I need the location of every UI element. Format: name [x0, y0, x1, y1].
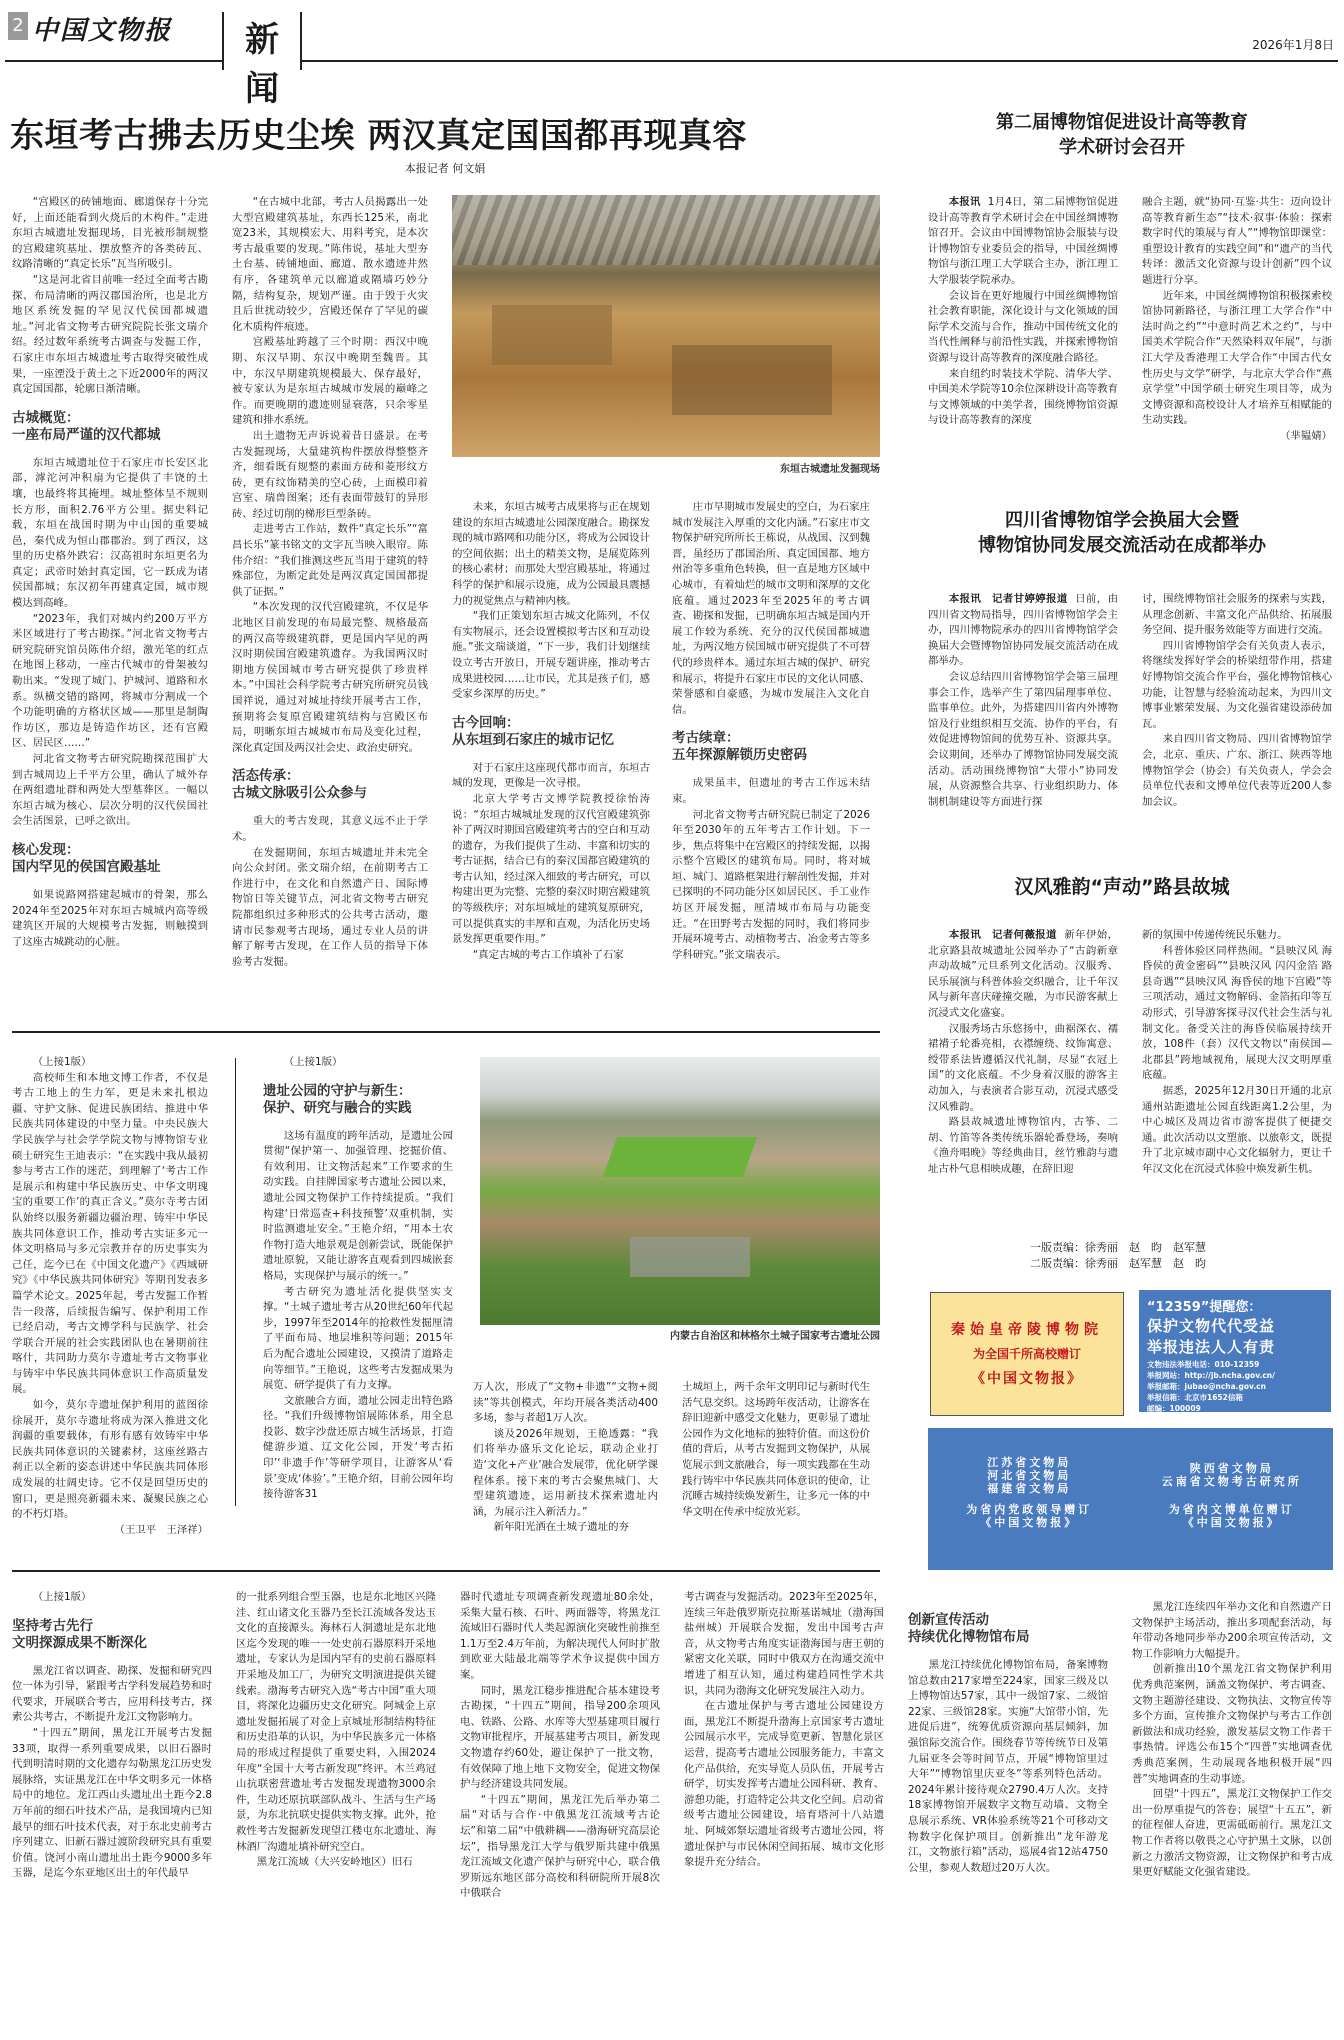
paragraph: 考古研究为遗址活化提供坚实支撑。“土城子遗址考古从20世纪60年代起步，1997年至2014年的抢救性发掘厘清了平面布局、地层堆积等问题；2015年后为配合遗址公园建设，又摸清了道路走向等细节。”王艳说，这些考古发掘成果为展览、研学提供了有力支撑。 [263, 1285, 453, 1392]
paragraph: 科普体验区同样热闹。“县映汉风 海昏侯的黄金密码”“县映汉风 闪闪金箔 路县奇遇”“县映汉风 海昏侯的地下宫殿”等三项活动，通过文物解码、金箔拓印等互动形式，引导游客探寻汉代社会生活与礼制文化。备受关注的海昏侯临展持续开放，108件（套）汉代文物以“南侯国—北郡县”跨地域视角，展现大汉文明厚重底蕴。 [1142, 944, 1332, 1082]
paragraph: 宫殿基址跨越了三个时期：西汉中晚期、东汉早期、东汉中晚期至魏晋。其中，东汉早期建筑规模最大、保存最好，被专家认为是东垣古城城市发展的巅峰之作。而更晚期的遗迹则显衰落，只余零星建筑和排水系统。 [232, 336, 428, 427]
paragraph: 万人次，形成了“文物+非遗”“文物+阅读”等共创模式，年均开展各类活动400多场，参与者超1万人次。 [473, 1381, 658, 1425]
side1-col-1 [928, 195, 1118, 495]
paragraph: “真定古城的考古工作填补了石家 [472, 948, 624, 961]
paragraph: 重大的考古发现，其意义远不止于学术。 [232, 815, 428, 843]
ad-qin-line-2: 为全国千所高校赠订 [972, 1347, 1081, 1361]
sponsor-org: 江苏省文物局 [987, 1456, 1072, 1469]
paragraph: 庄市早期城市发展史的空白，为石家庄城市发展注入厚重的文化内涵。”石家庄市文物保护研究所所长王栋说，从战国、汉到魏晋，虽经历了郡国治所、真定国国都、地方州治等多重角色转换，但一直是地方区域中心城市，有着灿烂的城市文明和深厚的文化底蕴。通过2023年至2025年的考古调查、勘探和发掘，已明确东垣古城是国内开展工作较为系统、充分的汉代侯国都城遗址，为两汉地方侯国城市研究提供了不可替代的珍贵样本。通过东垣古城的保护、研究和展示，将提升石家庄市民的文化认同感、荣誉感和自豪感，为城市发展注入文化自信。 [672, 501, 870, 716]
side3-col-1 [928, 928, 1118, 1198]
paragraph: 北京大学考古文博学院教授徐怡涛说：“东垣古城城址发现的汉代宫殿建筑弥补了两汉时期国宫殿建筑考古的空白和互动的遗存，为我们提供了生动、丰富和切实的考古证据，结合已有的秦汉国都宫殿建筑的考古认知，经过深入细致的考古研究，可以构建出更为完整、完整的秦汉时期宫殿建筑的等级秩序；对东垣城址的建筑复原研究，可以提供真实的丰厚和直观，为活化历史场景发挥更重要作用。” [452, 792, 650, 946]
cont2-col-3 [682, 1380, 870, 1518]
paragraph: 本报讯 记者甘婷婷报道 日前，由四川省文物局指导，四川省博物馆学会主办，四川博物院承办的四川省博物馆学会换届大会暨博物馆协同发展交流活动在成都举办。 [928, 593, 1119, 668]
paragraph: 考古调查与发掘活动。2023年至2025年，连续三年赴俄罗斯克拉斯基诺城址（渤海国盐州城）开展联合发掘，发出中国考古声音，从文物考古角度实证渤海国与唐王朝的紧密文化关联，同时中俄双方在沟通交流中增进了相互认知，通过构建趋同性学术共识，共同为渤海文化研究发展注入动力。 [684, 1591, 884, 1697]
photo-caption: 内蒙古自治区和林格尔土城子国家考古遗址公园 [670, 1331, 880, 1342]
excavation-site-photo [452, 195, 880, 457]
masthead-divider-left [222, 12, 224, 70]
paragraph: “我们正策划东垣古城文化陈列，不仅有实物展示，还会设置模拟考古区和互动设施。”张文瑞谈道，“下一步，我们计划继续设立考古开放日，开展专题讲座，推动考古成果进校园……让市民，尤其是孩子们，感受家乡深厚的历史。” [452, 610, 650, 701]
ad-hotline-phone: 文物违法举报电话：010-12359 [1147, 1360, 1260, 1369]
ad-hotline-website[interactable]: 举报网站：http://jb.ncha.gov.cn/ [1147, 1371, 1275, 1380]
paragraph: 四川省博物馆学会有关负责人表示，将继续发挥好学会的桥梁纽带作用，搭建好博物馆交流合作平台，强化博物馆核心功能，让智慧与经验流动起来，为四川文博事业繁荣发展、为文化强省建设添砖加瓦。 [1142, 639, 1332, 730]
newspaper-logo: 中国文物报 [32, 16, 173, 46]
main-headline: 东垣考古拂去历史尘埃 两汉真定国国都再现真容 [10, 116, 747, 156]
sponsor-paper: 《中国文物报》 [980, 1516, 1079, 1529]
paragraph: “十四五”期间，黑龙江开展考古发掘33项，取得一系列重要成果，以旧石器时代到明清时期的文化遗存勾勒黑龙江历史发展脉络，实证黑龙江在中华文明多元一体格局中的地位。龙江西山头遗址出土距今2.8万年前的细石叶技术产品，是我国境内已知最早的细石叶技术代表，对于东北史前考古序列建立、旧新石器过渡阶段研究具有重要价值。饶河小南山遗址出土距今9000多年玉器，是迄今东亚地区出土的年代最早 [12, 1726, 212, 1880]
continued-label: （上接1版） [32, 1591, 92, 1603]
cont3-col-6 [1132, 1600, 1332, 2030]
subheading: 核心发现： 国内罕见的侯国宫殿基址 [12, 841, 161, 875]
cont3-col-3 [460, 1590, 660, 2030]
side3-headline: 汉风雅韵“声动”路县故城 [1014, 876, 1230, 898]
paragraph: 新年阳光洒在土城子遗址的夯 [493, 1521, 629, 1534]
sponsor-org: 陕西省文物局 [1189, 1462, 1274, 1475]
paragraph: 如果说路网搭建起城市的骨架，那么2024年至2025年对东垣古城城内高等级建筑区开展的大规模考古发掘，则触摸到了这座古城跳动的心脏。 [12, 888, 208, 948]
paragraph: 近年来，中国丝绸博物馆积极探索校馆协同新路径，与浙江理工大学合作“中法时尚之约”“中意时尚艺术之约”，与中国美术学院合作“天然染料双年展”，与浙江大学及香港理工大学合作“中国古代女性历史与文学”研学，与北京大学合作“燕京学堂”中国学硕士研究生项目等，成为文博资源和高校设计人才培养互相赋能的生动实践。 [1142, 289, 1332, 427]
paragraph: 的一批系列组合型玉器，也是东北地区兴隆洼、红山诸文化玉器乃至长江流域各发达玉文化的直接源头。海林石人洞遗址是东北地区迄今发现的唯一一处史前石器原料开采地遗址，专家认为是国内罕有的史前石器原料开采地及加工厂，为研究文明演进提供关键线索。渤海考古研究入选“考古中国”重大项目，将深化边疆历史文化研究。阿城金上京遗址发掘拓展了对金上京城址形制结构特征和历史沿革的认识，为中华民族多元一体格局的形成过程提供了重要史料，入围2024年度“全国十大考古新发现”终评。木兰鸡冠山抗联密营遗址考古发掘发现遗物3000余件，生动还原抗联部队战斗、生活与生产场景，为东北抗联史提供实物支撑。此外，抢救性考古发掘新发现望江楼屯东北遗址、海林酒厂沟遗址填补研究空白。 [236, 1591, 436, 1853]
paragraph: 在发掘期间，东垣古城遗址并未完全向公众封闭。张文瑞介绍，在前期考古工作进行中，在文化和自然遗产日、国际博物馆日等关键节点，河北省文物考古研究院都组织过多种形式的公共考古活动，邀请市民参观考古现场，通过专业人员的讲解了解考古发现，在工作人员的指导下体验考古发掘。 [232, 846, 428, 968]
issue-date: 2026年1月8日 [1252, 38, 1334, 52]
main-col-3 [452, 500, 650, 1000]
paragraph: 新的氛围中传递传统民乐魅力。 [1142, 929, 1288, 941]
paragraph: 对于石家庄这座现代都市而言，东垣古城的发现，更像是一次寻根。 [452, 761, 650, 790]
ad-hotline-email[interactable]: 举报邮箱：jubao@ncha.gov.cn [1147, 1382, 1266, 1391]
paragraph: “十四五”期间，黑龙江先后举办第二届“对话与合作·中俄黑龙江流域考古论坛”和第二届“中俄耕耦——渤海研究高层论坛”，指导黑龙江大学与俄罗斯共建中俄黑龙江流域文化遗产保护与研究中心，联合俄罗斯远东地区部分高校和科研院所开展8次中俄联合 [460, 1793, 660, 1900]
side3-col-2 [1142, 928, 1332, 1198]
section-title: 新 闻 [245, 20, 283, 109]
main-col-2 [232, 195, 428, 1000]
paragraph: 同时，黑龙江稳步推进配合基本建设考古勘探，“十四五”期间，指导200余项风电、铁路、公路、水库等大型基建项目履行文物审批程序，开展基建考古项目，新发现文物遗存约60处，避让保护了一批文物，有效保障了地上地下文物安全，促进文物保护与经济建设共同发展。 [460, 1684, 660, 1791]
paragraph: “在古城中北部，考古人员揭露出一处大型宫殿建筑基址，东西长125米，南北宽23米，其规模宏大、用料考究，是本次考古最重要的发现。”陈伟说，基址大型夯土台基、砖铺地面、廊道、散水遗迹井然有序，各建筑单元以廊道或隔墙巧妙分隔，结构复杂，规划严谨。由于毁于火灾且后世扰动较少，宫殿还保存了罕见的碳化木质构件痕迹。 [232, 196, 428, 333]
paragraph: 汉服秀场古乐悠扬中，曲裾深衣、襦裙褙子轮番亮相，衣襟缠绕、纹饰寓意、绶带系法皆遵循汉代礼制，尽显“衣冠上国”的文化底蕴。不少身着汉服的游客主动加入，与表演者合影互动，沉浸式感受汉风雅韵。 [928, 1022, 1118, 1113]
editor-credits [1030, 1240, 1206, 1272]
paragraph: 本报讯 1月4日，第二届博物馆促进设计高等教育学术研讨会在中国丝绸博物馆召开。会议由中国博物馆协会服装与设计博物馆专业委员会的指导，中国丝绸博物馆与浙江理工大学联合主办，浙江理工大学服装学院承办。 [928, 196, 1118, 286]
sponsor-org: 云南省文物考古研究所 [1161, 1475, 1302, 1488]
ad-hotline-12359 [1139, 1290, 1331, 1412]
paragraph: 据悉，2025年12月30日开通的北京通州站距遗址公园直线距离1.2公里，为中心城区及周边省市游客提供了便捷交通。此次活动以文塑旅、以旅彰文，既提升了北京城市副中心文化辐射力，更让千年汉文化在沉浸式体验中焕发新生机。 [1142, 1084, 1332, 1175]
paragraph: 回望“十四五”，黑龙江文物保护工作交出一份厚重提气的答卷；展望“十五五”，新的征程催人奋进，更需砥砺前行。黑龙江文物工作者将以敬畏之心守护黑土文脉，以创新之力激活文物资源，让文物保护和考古成果更好赋能文化强省建设。 [1132, 1788, 1332, 1879]
paragraph: “宫殿区的砖铺地面、廊道保存十分完好，上面还能看到火烧后的木构件。”走进东垣古城遗址发掘现场，目光被形制规整的宫殿建筑基址、摆放整齐的各类砖瓦、纹路清晰的“真定长乐”瓦当所吸引。 [12, 196, 208, 271]
ad-hotline-title: “12359”提醒您： [1147, 1300, 1262, 1315]
continued-label: （上接1版） [32, 1056, 92, 1068]
subheading: 坚持考古先行 文明探源成果不断深化 [12, 1617, 147, 1651]
paragraph: 高校师生和本地文博工作者，不仅是考古工地上的生力军，更是未来扎根边疆、守护文脉、促进民族团结、推进中华民族共同体建设的中坚力量。中央民族大学民族学与社会学学院文物与博物馆专业硕士研究生王迪表示：“在实践中我从最初参与考古工作的迷茫，到理解了‘考古工作是展示和构建中华民族历史、中华文明瑰宝的重要工作’的真正含义。”莫尔寺考古团队始终以服务新疆边疆治理、铸牢中华民族共同体意识工作，推动考古实证多元一体文明格局与多元宗教并存的历史事实为己任，迄今已在《中国文化遗产》《西域研究》《中华民族共同体研究》等期刊发表多篇学术论文。2025年起，考古发掘工作暂告一段落，后续报告编写、保护利用工作已经启动，考古文博学科与民族学、社会学联合开展的社会实践团队也在暑期前往喀什，共同助力莫尔寺遗址考古文物事业与铸牢中华民族共同体意识工作高质量发展。 [12, 1071, 208, 1396]
paragraph: 黑龙江省以调查、勘探、发掘和研究四位一体为引导，紧跟考古学科发展趋势和时代要求，开展联合考古，应用科技考古，探索公共考古，不断提升龙江文物影响力。 [12, 1664, 212, 1724]
paragraph: “2023年，我们对城内约200万平方米区域进行了考古勘探。”河北省文物考古研究院研究馆员陈伟介绍，激光笔的红点在地图上移动，一座古代城市的骨架被勾勒出来。“发现了城门、护城河、道路和水系。纵横交错的路网，将城市分割成一个个功能明确的方格状区域——那里是制陶作坊区，那边是铸造作坊区，还有宫殿区、居民区……” [12, 612, 208, 750]
side2-col-1 [928, 592, 1118, 832]
cont1-column [12, 1055, 208, 1536]
sponsor-paper: 《中国文物报》 [1182, 1516, 1281, 1529]
subheading: 考古续章： 五年探源解锁历史密码 [672, 730, 807, 764]
cont3-col-2 [236, 1590, 436, 2030]
dateline: 本报讯 [948, 196, 981, 208]
ad-hotline-mailbox: 举报信箱：北京市1652信箱 [1147, 1393, 1243, 1402]
paragraph: “这是河北省目前唯一经过全面考古勘探、布局清晰的两汉郡国治所，也是北方地区系统发掘的罕见汉代侯国都城遗址。”河北省文物考古研究院院长张文瑞介绍。经过数年系统考古调查与发掘工作，石家庄市东垣古城遗址考古取得突破性成果，一座湮没于黄土之下近2000年的两汉真定国国都，轮廓日渐清晰。 [12, 273, 208, 396]
subheading: 创新宣传活动 持续优化博物馆布局 [908, 1612, 1030, 1645]
ad-hotline-slogan-2: 举报违法人人有责 [1147, 1338, 1276, 1356]
cont3-col-4 [684, 1590, 884, 2030]
main-col-4 [672, 500, 870, 1000]
paragraph: 文旅融合方面，遗址公园走出特色路径。“我们升级博物馆展陈体系，用全息投影、数字沙盘还原古城生活场景，打造健游步道、辽文化公园，开发‘考古拓印’‘非遗手作’等研学项目，让游客从‘看景’变成‘体验’。”王艳介绍，目前公园年均接待游客31 [263, 1394, 453, 1501]
cont3-col-5 [908, 1600, 1108, 2030]
side1-headline: 第二届博物馆促进设计高等教育 学术研讨会召开 [996, 112, 1248, 158]
paragraph: 走进考古工作站，数件“真定长乐”“富昌长乐”篆书铭文的文字瓦当映入眼帘。陈伟介绍：“我们推测这些瓦当用于建筑的特殊部位，为断定此处是两汉真定国国都提供了证据。” [232, 523, 428, 598]
side2-col-2 [1142, 592, 1332, 832]
paragraph: 来自四川省文物局、四川省博物馆学会，北京、重庆、广东、浙江、陕西等地博物馆学会（协会）有关负责人，学会会员单位代表和文博单位代表等近200人参加会议。 [1142, 733, 1332, 808]
subheading: 遗址公园的守护与新生： 保护、研究与融合的实践 [263, 1082, 412, 1116]
paragraph: 黑龙江持续优化博物馆布局，备案博物馆总数由217家增至224家，国家三级及以上博物馆达57家，其中一级馆7家、二级馆22家、三级馆28家。实施“大馆带小馆，先进促后进”，统筹优质资源向基层倾斜，加强馆际交流合作。围绕春节等传统节日及第九届亚冬会等时间节点，开展“博物馆里过大年”“博物馆里庆亚冬”等系列特色活动。2024年累计接待观众2790.4万人次。支持18家博物馆开展数字文物互动墙、文物全息展示系统、VR体验系统等21个可移动文物数字化保护项目。创新推出“龙年游龙江，文物旅行箱”活动，巡展4省12站4750公里，参观人数超过20万人次。 [908, 1659, 1108, 1874]
ad-qin-museum [930, 1292, 1124, 1416]
paragraph: 土城垣上，两千余年文明印记与新时代生活气息交织。这场跨年夜活动，让游客在辞旧迎新中感受文化魅力，更彰显了遗址公园作为文化地标的独特价值。而这份价值的背后，从考古发掘到文物保护，从展览展示到文旅融合，每一项实践都在生动践行铸牢中华民族共同体意识的使命，让沉睡古城持续焕发新生，让多元一体的中华文明在传承中绽放光彩。 [682, 1381, 870, 1518]
page-number-badge: 2 [8, 12, 28, 40]
paragraph: 器时代遗址专项调查新发现遗址80余处，采集大量石核、石叶、两面器等，将黑龙江流域旧石器时代人类起源演化突破性前推至1.1万至2.4万年前，为解决现代人何时扩散到欧亚大陆最北端等学术争议提供中国方案。 [460, 1591, 660, 1681]
subheading: 古城概览： 一座布局严谨的汉代都城 [12, 409, 161, 443]
paragraph: 黑龙江流域（大兴安岭地区）旧石 [256, 1856, 413, 1869]
ad-sponsors [928, 1428, 1333, 1570]
cont2-col-1 [263, 1055, 453, 1505]
ad-qin-line-3: 《中国文物报》 [971, 1371, 1083, 1387]
ad-qin-line-1: 秦始皇帝陵博物院 [951, 1322, 1103, 1338]
side2-headline: 四川省博物馆学会换届大会暨 博物馆协同发展交流活动在成都举办 [978, 510, 1266, 556]
paragraph: 本报讯 记者何薇报道 新年伊始，北京路县故城遗址公园举办了“古韵新章 声动故城”元旦系列文化活动。汉服秀、民乐展演与科普体验交织融合，让千年汉风与新年喜庆碰撞交融，为市民游客献上沉浸式文化盛宴。 [928, 929, 1119, 1019]
author-credit: （芈韫婧） [1280, 429, 1332, 442]
cont3-col-1 [12, 1590, 212, 2030]
sponsor-org: 福建省文物局 [987, 1482, 1072, 1495]
paragraph: 路县故城遗址博物馆内，古筝、二胡、竹笛等各类传统乐器轮番登场，奏响《渔舟唱晚》等经典曲目，丝竹雅韵与遗址古朴气息相映成趣，在辞旧迎 [928, 1116, 1118, 1175]
paragraph: 如今，莫尔寺遗址保护利用的蓝图徐徐展开，莫尔寺遗址将成为深入推进文化润疆的重要载体，有形有感有效铸牢中华民族共同体意识的关键素材，这座丝路古刹正以全新的姿态讲述中华民族共同体形成发展的壮阔史诗。它不仅是回望历史的窗口，更是照亮新疆未来、凝聚民族之心的不朽灯塔。 [12, 1399, 208, 1521]
side1-col-2 [1142, 195, 1332, 495]
main-byline: 本报记者 何文娟 [404, 162, 486, 175]
ad-hotline-postcode: 邮编：100009 [1147, 1404, 1201, 1413]
paragraph: 成果虽丰，但遗址的考古工作远未结束。 [672, 777, 870, 805]
cont2-col-2 [473, 1380, 658, 1534]
main-col-1 [12, 195, 208, 1000]
continued-label: （上接1版） [283, 1056, 343, 1068]
paragraph: 黑龙江连续四年举办文化和自然遗产日文物保护主场活动，推出多项配套活动，每年带动各地同步举办200余项宣传活动，文物工作影响力大幅提升。 [1132, 1601, 1332, 1660]
ad-hotline-slogan-1: 保护文物代代受益 [1147, 1317, 1276, 1335]
paragraph: 会议旨在更好地履行中国丝绸博物馆社会教育职能，深化设计与文化领域的国际学术交流与合作，推动中国传统文化的当代性阐释与前沿性实践，并探索博物馆资源与设计高等教育的深度融合路径。 [928, 289, 1118, 364]
editor-line-2: 二版责编：徐秀丽 赵军慧 赵 昀 [1030, 1257, 1206, 1270]
paragraph: “本次发现的汉代宫殿建筑，不仅是华北地区目前发现的布局最完整、规格最高的两汉高等级建筑群，更是国内罕见的两汉时期侯国宫殿建筑遗存。为我国两汉时期地方侯国城市考古研究提供了珍贵样本。”中国社会科学院考古研究所研究员钱国祥说，通过对城址持续开展考古工作，预期将会复原宫殿建筑结构与宫殿区布局，明晰东垣古城城市布局及变化过程，深化真定国及两汉社会史、政治史研究。 [232, 601, 428, 754]
dateline: 本报讯 记者甘婷婷报道 [948, 593, 1068, 605]
paragraph: 未来，东垣古城考古成果将与正在规划建设的东垣古城遗址公园深度融合。勘探发现的城市路网和功能分区，将成为公园设计的空间依据；出土的精美文物，是展览陈列的核心素材；而那处大型宫殿基址，将通过科学的保护和展示设施，成为公园最具震撼力的视觉焦点与精神内核。 [452, 501, 650, 607]
heritage-park-photo [480, 1057, 880, 1325]
paragraph: 在古遗址保护与考古遗址公园建设方面，黑龙江不断提升渤海上京国家考古遗址公园展示水平，完成导览更新、智慧化景区运营，提高考古遗址公园服务能力，丰富文化产品供给，充实导览人员队伍，开展考古研学，切实发挥考古遗址公园科研、教育、游憩功能，打造特定公共文化空间。启动省级考古遗址公园建设，培育塔河十八站遗址、阿城郊祭坛遗址省级考古遗址公园，将遗址保护与市民休闲空间拓展、城市文化形象提升充分结合。 [684, 1700, 884, 1869]
sponsor-org: 河北省文物局 [987, 1469, 1072, 1482]
paragraph: 讨，围绕博物馆社会服务的探索与实践，从理念创新、丰富文化产品供给、拓展服务空间、提升服务效能等方面进行交流。 [1142, 593, 1332, 637]
subheading: 古今回响： 从东垣到石家庄的城市记忆 [452, 714, 614, 748]
column-divider [235, 1058, 236, 1506]
paragraph: 创新推出10个黑龙江省文物保护利用优秀典范案例，涵盖文物保护、考古调查、文物主题游径建设、文物执法、文物宣传等多个方面，宣传推介文物保护与考古工作创新做法和成功经验，激发基层文物工作者干事热情。评选公布15个“四普”实地调查优秀典范案例，生动展现各地积极开展“四普”实地调查的生动事迹。 [1132, 1663, 1332, 1785]
paragraph: 河北省文物考古研究院勘探范围扩大到古城周边上千平方公里，确认了城外存在两组遗址群和两处大型墓葬区。一幅以东垣古城为核心、层次分明的汉代侯国社会生活图景，已呼之欲出。 [12, 753, 208, 828]
author-credit: （王卫平 王泽祥） [114, 1523, 208, 1536]
section-divider-2 [12, 1570, 880, 1572]
sponsor-action: 为省内党政领导赠订 [966, 1503, 1093, 1516]
paragraph: 会议总结四川省博物馆学会第三届理事会工作，选举产生了第四届理事单位、监事单位。此外，为搭建四川省内外博物馆及行业组织相互交流、协作的平台，有效促进博物馆间的优势互补、资源共享。会议期间，还举办了博物馆协同发展交流活动。活动围绕博物馆“大带小”协同发展，从资源整合共享、行业组织助力、体制机制建设等方面进行探 [928, 670, 1118, 808]
paragraph: 出土遗物无声诉说着昔日盛景。在考古发掘现场，大量建筑构件摆放得整整齐齐，细看既有规整的素面方砖和菱形纹方砖，更有纹饰精美的空心砖，上面模印着宫室、瑞兽图案；还有表面带鼓钉的异形砖、经过切削的梯形巨型条砖。 [232, 429, 428, 520]
subheading: 活态传承： 古城文脉吸引公众参与 [232, 768, 367, 802]
section-divider-1 [12, 1031, 880, 1033]
paragraph: 融合主题，就“协同·互鉴·共生：迈向设计高等教育新生态”“技术·叙事·体验：探索数字时代的策展与育人”“博物馆即课堂：重塑设计教育的实践空间”和“遗产的当代转译：激活文化资源与设计创新”四个议题进行分享。 [1142, 196, 1332, 286]
masthead-rule-left [5, 60, 223, 62]
paragraph: 来自纽约时装技术学院、清华大学、中国美术学院等10余位深耕设计高等教育与文博领域的中美学者，围绕博物馆资源与设计高等教育的深度 [928, 367, 1118, 427]
paragraph: 河北省文物考古研究院已制定了2026年至2030年的五年考古工作计划。下一步，焦点将集中在宫殿区的持续发掘，以揭示整个宫殿区的建筑布局。同时，将对城垣、城门、道路框架进行解剖性发掘，并对已探明的不同功能分区如居民区、手工业作坊区开展发掘，厘清城市布局与功能变迁。“在田野考古发掘的同时，我们将同步开展环境考古、动植物考古、冶金考古等多学科研究。”张文瑞表示。 [672, 808, 870, 961]
photo-caption: 东垣古城遗址发掘现场 [780, 464, 880, 475]
paragraph: 这场有温度的跨年活动，是遗址公园贯彻“保护第一、加强管理、挖掘价值、有效利用、让文物活起来”工作要求的生动实践。自挂牌国家考古遗址公园以来，遗址公园文物保护工作持续提质。“我们构建‘日常巡查+科技预警’双重机制，实时监测遗址安全。”王艳介绍，“用本土农作物打造大地景观是创新尝试，既能保护遗址原貌，又能让游客直观看到四城嵌套格局，实现保护与展示的统一。” [263, 1129, 453, 1282]
masthead-rule-right [302, 60, 1338, 62]
dateline: 本报讯 记者何薇报道 [948, 929, 1057, 941]
paragraph: 东垣古城遗址位于石家庄市长安区北部，滹沱河冲积扇为它提供了丰饶的土壤，也最终将其掩埋。城址整体呈不规则长方形，面积2.76平方公里。据史料记载，东垣在战国时期为中山国的重要城邑，秦代成为恒山郡郡治。到了西汉，这里的历史格外跌宕：汉高祖时东垣更名为真定；武帝时始封真定国，它一跃成为诸侯国都城；东汉初年再建真定国，城市规模达到高峰。 [12, 456, 208, 610]
sponsor-action: 为省内文博单位赠订 [1168, 1503, 1295, 1516]
editor-line-1: 一版责编：徐秀丽 赵 昀 赵军慧 [1030, 1241, 1206, 1254]
paragraph: 谈及2026年规划，王艳透露：“我们将举办盛乐文化论坛，联动企业打造‘文化+产业’融合发展带，优化研学课程体系。接下来的考古会聚焦城门、大型建筑遗迹，运用新技术探索遗址内涵，为展示注入新活力。” [473, 1427, 658, 1518]
